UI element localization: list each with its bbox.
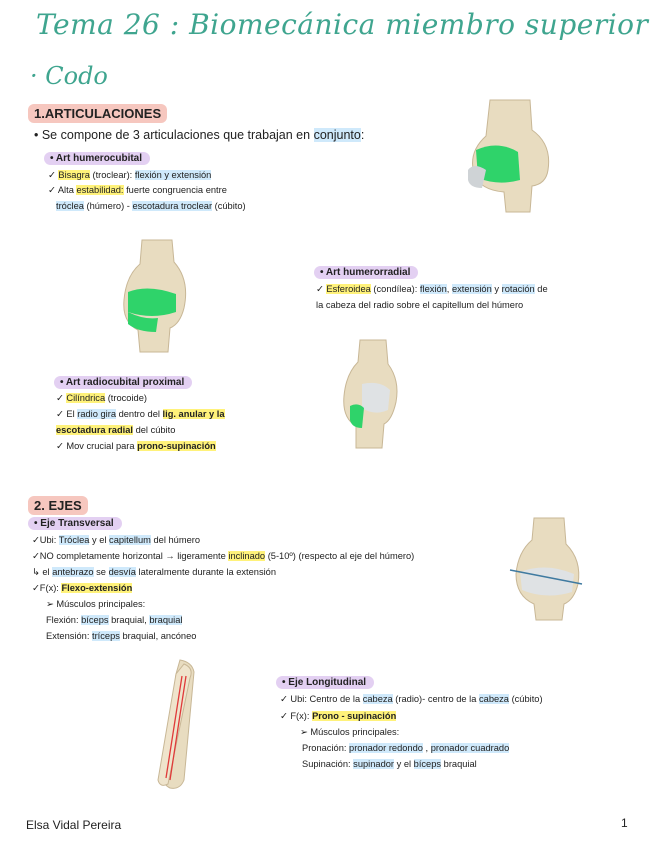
footer-author: Elsa Vidal Pereira	[26, 818, 122, 832]
text-line: ✓F(x): Flexo-extensión	[32, 583, 133, 593]
text-line: ✓ Cilíndrica (trocoide)	[56, 393, 147, 403]
subheading-eje-transversal: • Eje Transversal	[28, 517, 122, 530]
section-intro: • Se compone de 3 articulaciones que trabajan en conjunto:	[34, 128, 365, 142]
text-line: tróclea (húmero) - escotadura troclear (cúbito)	[56, 201, 246, 211]
text-line: la cabeza del radio sobre el capitellum del húmero	[316, 300, 524, 310]
page-title: Tema 26 : Biomecánica miembro superior	[36, 8, 649, 41]
text-line: ✓ Bisagra (troclear): flexión y extensión	[48, 170, 212, 180]
text-line: ✓ F(x): Prono - supinación	[280, 711, 397, 721]
text-line: ➢ Músculos principales:	[46, 599, 146, 609]
elbow-illustration-humeroulnar	[460, 100, 558, 212]
subheading-radiocubital-proximal: • Art radiocubital proximal	[54, 376, 192, 389]
subheading-eje-longitudinal: • Eje Longitudinal	[276, 676, 374, 689]
text-line: ↳ el antebrazo se desvía lateralmente durante la extensión	[32, 567, 277, 577]
elbow-illustration-radioulnar	[338, 340, 402, 448]
text-line: ➢ Músculos principales:	[300, 727, 400, 737]
text-line: Supinación: supinador y el bíceps braquial	[302, 759, 477, 769]
text-line: ✓ Ubi: Centro de la cabeza (radio)- centro de la cabeza (cúbito)	[280, 694, 543, 704]
text-line: ✓ Esferoidea (condílea): flexión, extensión y rotación de	[316, 284, 548, 294]
section-heading-articulaciones: 1.ARTICULACIONES	[28, 104, 167, 123]
section-heading-ejes: 2. EJES	[28, 496, 88, 515]
page-subtitle: · Codo	[30, 62, 108, 90]
subheading-humerorradial: • Art humerorradial	[314, 266, 418, 279]
text-line: ✓ El radio gira dentro del lig. anular y la	[56, 409, 225, 419]
text-line: ✓ Mov crucial para prono-supinación	[56, 441, 216, 451]
text-line: Extensión: tríceps braquial, ancóneo	[46, 631, 197, 641]
elbow-illustration-humeroradial	[118, 240, 190, 352]
text-line: escotadura radial del cúbito	[56, 425, 176, 435]
text-line: Flexión: bíceps braquial, braquial	[46, 615, 183, 625]
subheading-humerocubital: • Art humerocubital	[44, 152, 150, 165]
text-line: ✓ Alta estabilidad: fuerte congruencia entre	[48, 185, 227, 195]
forearm-illustration-longitudinal-axis	[140, 660, 204, 790]
elbow-illustration-transverse-axis	[506, 518, 586, 620]
text-line: Pronación: pronador redondo , pronador cuadrado	[302, 743, 510, 753]
page-number: 1	[621, 816, 628, 830]
text-line: ✓Ubi: Tróclea y el capitellum del húmero	[32, 535, 201, 545]
text-line: ✓NO completamente horizontal → ligeramente inclinado (5-10º) (respecto al eje del húmero)	[32, 551, 415, 561]
